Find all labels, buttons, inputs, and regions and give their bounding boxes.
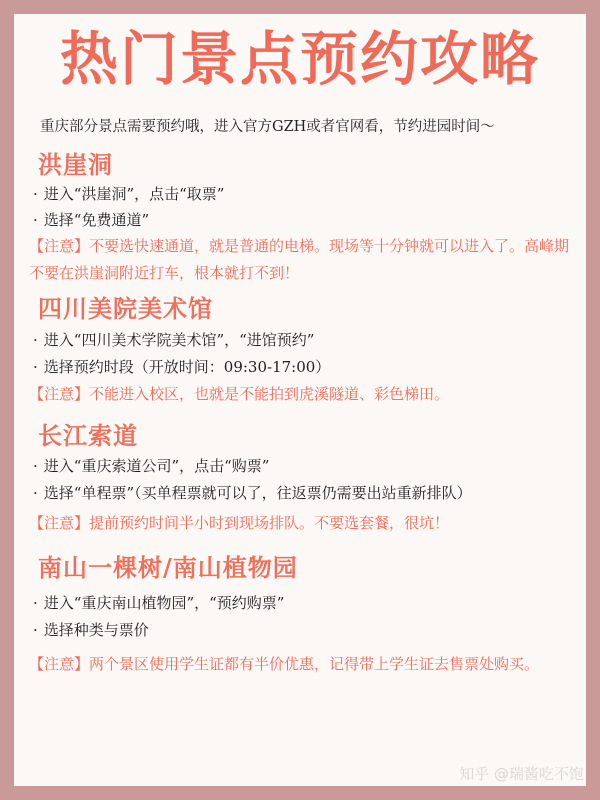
note-text: 【注意】提前预约时间半小时到现场排队。不要选套餐，很坑！	[29, 514, 450, 532]
list-item	[33, 618, 149, 642]
list-item-text: 进入“洪崖洞”，点击“取票”	[43, 185, 225, 203]
page-title: 热门景点预约攻略	[59, 25, 540, 93]
list-item	[33, 591, 284, 615]
list-item	[33, 208, 149, 232]
section-title-art-museum: 四川美院美术馆	[38, 294, 213, 323]
list-item	[33, 481, 472, 505]
list-item	[33, 182, 224, 206]
bullet-dot: ·	[33, 621, 38, 639]
intro-text: 重庆部分景点需要预约哦，进入官方GZH或者官网看，节约进园时间～	[40, 119, 495, 135]
bullet-dot: ·	[33, 331, 38, 349]
bullet-dot: ·	[33, 358, 38, 376]
list-item	[33, 328, 314, 352]
list-item-text: 进入“重庆南山植物园”，“预约购票”	[43, 594, 285, 612]
bullet-dot: ·	[33, 484, 38, 502]
section-title-cableway: 长江索道	[38, 421, 138, 450]
list-item-text: 进入“重庆索道公司”，点击“购票”	[43, 457, 270, 475]
bullet-dot: ·	[33, 211, 38, 229]
list-item-text: 进入“四川美术学院美术馆”，“进馆预约”	[43, 331, 315, 349]
bullet-dot: ·	[33, 457, 38, 475]
note-text: 【注意】两个景区使用学生证都有半价优惠，记得带上学生证去售票处购买。	[29, 655, 540, 673]
list-item-text: 选择种类与票价	[43, 621, 149, 639]
note-text: 【注意】不能进入校区，也就是不能拍到虎溪隧道、彩色梯田。	[29, 385, 450, 403]
list-item	[33, 355, 330, 379]
section-title-hongyadong: 洪崖洞	[38, 150, 113, 179]
list-item-text: 选择“免费通道”	[43, 211, 150, 229]
note-text: 【注意】不要选快速通道，就是普通的电梯。现场等十分钟就可以进入了。高峰期不要在洪崖洞附近打车，根本就打不到！	[29, 237, 570, 282]
list-item-text: 选择预约时段（开放时间：09:30-17:00）	[43, 358, 331, 376]
section-title-nanshan: 南山一棵树/南山植物园	[38, 553, 298, 582]
bullet-dot: ·	[33, 594, 38, 612]
list-item	[33, 454, 269, 478]
list-item-text: 选择“单程票”（买单程票就可以了，往返票仍需要出站重新排队）	[43, 484, 472, 502]
watermark: 知乎 @瑞酱吃不饱	[459, 765, 584, 783]
bullet-dot: ·	[33, 185, 38, 203]
